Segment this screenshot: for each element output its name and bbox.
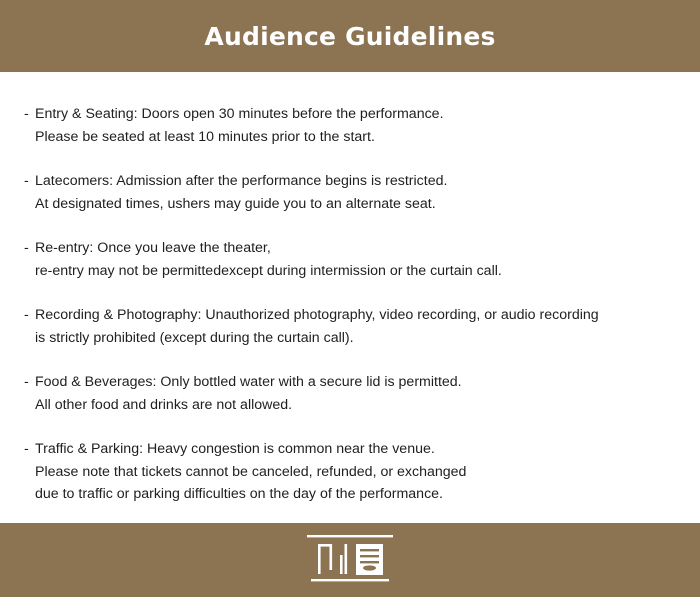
- guideline-line: Re-entry: Once you leave the theater,: [35, 240, 271, 256]
- guideline-item: [24, 304, 674, 349]
- guideline-line: Recording & Photography: Unauthorized photography, video recording, or audio recording: [35, 307, 599, 323]
- guideline-item: [24, 237, 674, 282]
- guideline-line: Please be seated at least 10 minutes prior to the start.: [35, 128, 375, 145]
- bullet-dash: -: [24, 240, 29, 256]
- guideline-item: [24, 438, 674, 506]
- guideline-line: is strictly prohibited (except during the curtain call).: [35, 329, 354, 346]
- guideline-line: Latecomers: Admission after the performance begins is restricted.: [35, 173, 448, 189]
- bullet-dash: -: [24, 441, 29, 457]
- guideline-item: [24, 103, 674, 148]
- guideline-line: Food & Beverages: Only bottled water with a secure lid is permitted.: [35, 374, 462, 390]
- guideline-line: Please note that tickets cannot be canceled, refunded, or exchanged: [35, 463, 467, 480]
- header-band: [0, 0, 700, 72]
- guideline-item: [24, 170, 674, 215]
- guideline-line: All other food and drinks are not allowed.: [35, 396, 293, 413]
- guideline-line: re-entry may not be permittedexcept during intermission or the curtain call.: [35, 262, 502, 279]
- venue-logo-icon: [307, 535, 393, 585]
- guidelines-list: [24, 103, 674, 528]
- page-title: Audience Guidelines: [204, 21, 496, 51]
- guideline-line: Traffic & Parking: Heavy congestion is common near the venue.: [35, 441, 435, 457]
- bullet-dash: -: [24, 106, 29, 122]
- guideline-item: [24, 371, 674, 416]
- footer-band: [0, 523, 700, 597]
- guideline-line: Entry & Seating: Doors open 30 minutes before the performance.: [35, 106, 444, 122]
- bullet-dash: -: [24, 173, 29, 189]
- guideline-line: due to traffic or parking difficulties on the day of the performance.: [35, 486, 443, 502]
- bullet-dash: -: [24, 307, 29, 323]
- bullet-dash: -: [24, 374, 29, 390]
- guideline-line: At designated times, ushers may guide you to an alternate seat.: [35, 195, 436, 212]
